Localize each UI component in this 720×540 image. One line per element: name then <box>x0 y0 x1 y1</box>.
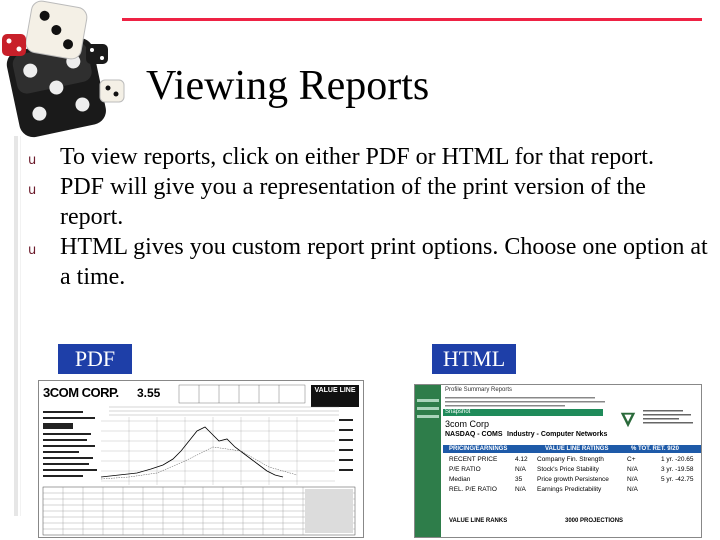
row-value: 35 <box>515 476 523 483</box>
bullet-item <box>28 142 708 172</box>
pdf-button[interactable]: PDF <box>58 344 132 374</box>
bullet-text: HTML gives you custom report print options. Choose one option at a time. <box>60 234 708 290</box>
bullet-text: PDF will give you a representation of the print version of the report. <box>60 174 646 230</box>
header-ratings: VALUE LINE RATINGS <box>545 446 609 452</box>
row-key: P/E RATIO <box>449 466 481 473</box>
address-block <box>643 409 699 431</box>
row-rating: Earnings Predictability <box>537 486 602 493</box>
left-divider-shadow <box>20 136 21 516</box>
header-total-return: % TOT. RET. 9/20 <box>631 446 679 452</box>
bullet-marker-icon: u <box>28 183 37 198</box>
row-value: N/A <box>515 486 526 493</box>
bullet-item <box>28 172 708 232</box>
slide-title: Viewing Reports <box>146 63 430 109</box>
html-industry: Industry - Computer Networks <box>507 431 608 438</box>
list-item <box>661 455 701 465</box>
bullet-list <box>28 142 708 292</box>
row-rating-value: N/A <box>627 476 638 483</box>
html-company-name: 3com Corp <box>445 419 490 429</box>
title-accent-line <box>122 18 702 21</box>
header-pricing: PRICING/EARNINGS <box>449 446 508 452</box>
bullet-marker-icon: u <box>28 243 37 258</box>
return-value: 5 yr. -42.75 <box>661 476 694 483</box>
row-rating-value: N/A <box>627 486 638 493</box>
row-key: Median <box>449 476 471 483</box>
pdf-company-name: 3COM CORP. <box>43 385 119 400</box>
footer-ranks: VALUE LINE RANKS <box>449 518 508 524</box>
list-item <box>661 475 701 485</box>
row-key: REL. P/E RATIO <box>449 486 497 493</box>
value-line-logo-icon <box>619 411 637 429</box>
pdf-report-thumbnail <box>38 380 364 538</box>
return-value: 3 yr. -19.58 <box>661 466 694 473</box>
pdf-big-number: 3.55 <box>137 386 161 400</box>
footer-projections: 3000 PROJECTIONS <box>565 518 624 524</box>
html-report-subtitle: Profile Summary Reports <box>445 387 513 393</box>
bullet-item <box>28 232 708 292</box>
html-report-thumbnail <box>414 384 702 538</box>
list-item <box>661 465 701 475</box>
html-symbol: NASDAQ - COMS <box>445 431 503 438</box>
row-rating: Company Fin. Strength <box>537 456 604 463</box>
total-return-column <box>661 455 701 485</box>
row-value: N/A <box>515 466 526 473</box>
html-button[interactable]: HTML <box>432 344 516 374</box>
value-line-logo: VALUE LINE <box>311 385 359 407</box>
table-row <box>445 485 701 495</box>
row-key: RECENT PRICE <box>449 456 498 463</box>
dice-icon <box>0 0 140 140</box>
row-rating: Price growth Persistence <box>537 476 609 483</box>
row-rating-value: N/A <box>627 466 638 473</box>
pdf-report-body-graphic <box>39 381 363 537</box>
bullet-text: To view reports, click on either PDF or HTML for that report. <box>60 144 654 170</box>
snapshot-label: Snapshot <box>445 409 471 415</box>
row-rating: Stock's Price Stability <box>537 466 599 473</box>
left-divider <box>14 136 18 516</box>
row-rating-value: C+ <box>627 456 636 463</box>
return-value: 1 yr. -20.65 <box>661 456 694 463</box>
row-value: 4.12 <box>515 456 528 463</box>
bullet-marker-icon: u <box>28 153 37 168</box>
